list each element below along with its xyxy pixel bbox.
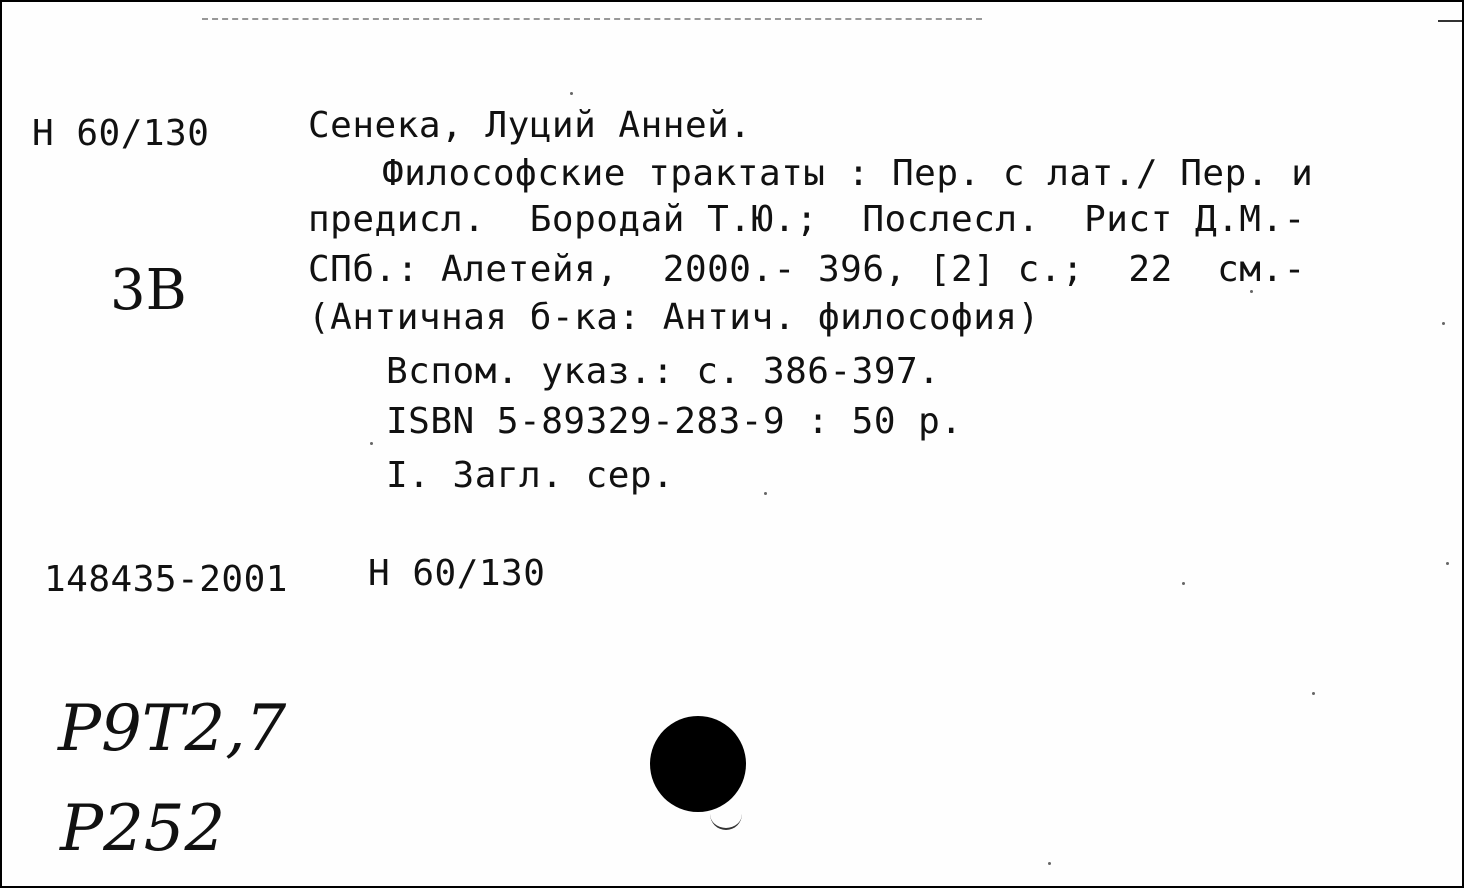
shelfmark-bottom: Н 60/130 bbox=[368, 553, 546, 594]
speck bbox=[1048, 862, 1051, 865]
handwritten-code-1: Р9Т2,7 bbox=[58, 692, 287, 766]
top-edge-mark bbox=[1438, 20, 1462, 22]
punch-hole-mark bbox=[710, 812, 742, 830]
shelfmark-top: Н 60/130 bbox=[32, 113, 210, 154]
title-line-2: предисл. Бородай Т.Ю.; Послесл. Рист Д.М.- bbox=[308, 199, 1306, 240]
speck bbox=[1250, 290, 1253, 293]
handwritten-code-2: Р252 bbox=[60, 792, 226, 866]
index-note: Вспом. указ.: с. 386-397. bbox=[386, 351, 941, 392]
punch-hole bbox=[650, 716, 746, 812]
speck bbox=[1442, 322, 1445, 325]
handwritten-classification: 3В bbox=[110, 258, 187, 323]
accession-number: 148435-2001 bbox=[44, 559, 288, 600]
isbn-price: ISBN 5-89329-283-9 : 50 р. bbox=[386, 401, 963, 442]
speck bbox=[1182, 582, 1185, 585]
author-heading: Сенека, Луций Анней. bbox=[308, 105, 752, 146]
speck bbox=[1446, 562, 1449, 565]
speck bbox=[370, 442, 373, 445]
title-line-3: СПб.: Алетейя, 2000.- 396, [2] с.; 22 см.- bbox=[308, 249, 1306, 290]
speck bbox=[764, 492, 767, 495]
title-line-1: Философские трактаты : Пер. с лат./ Пер. и bbox=[382, 153, 1314, 194]
speck bbox=[570, 92, 573, 95]
top-dotted-rule bbox=[202, 18, 982, 20]
speck bbox=[1312, 692, 1315, 695]
series-line: (Античная б-ка: Антич. философия) bbox=[308, 297, 1040, 338]
series-tracing: I. Загл. сер. bbox=[386, 455, 675, 496]
